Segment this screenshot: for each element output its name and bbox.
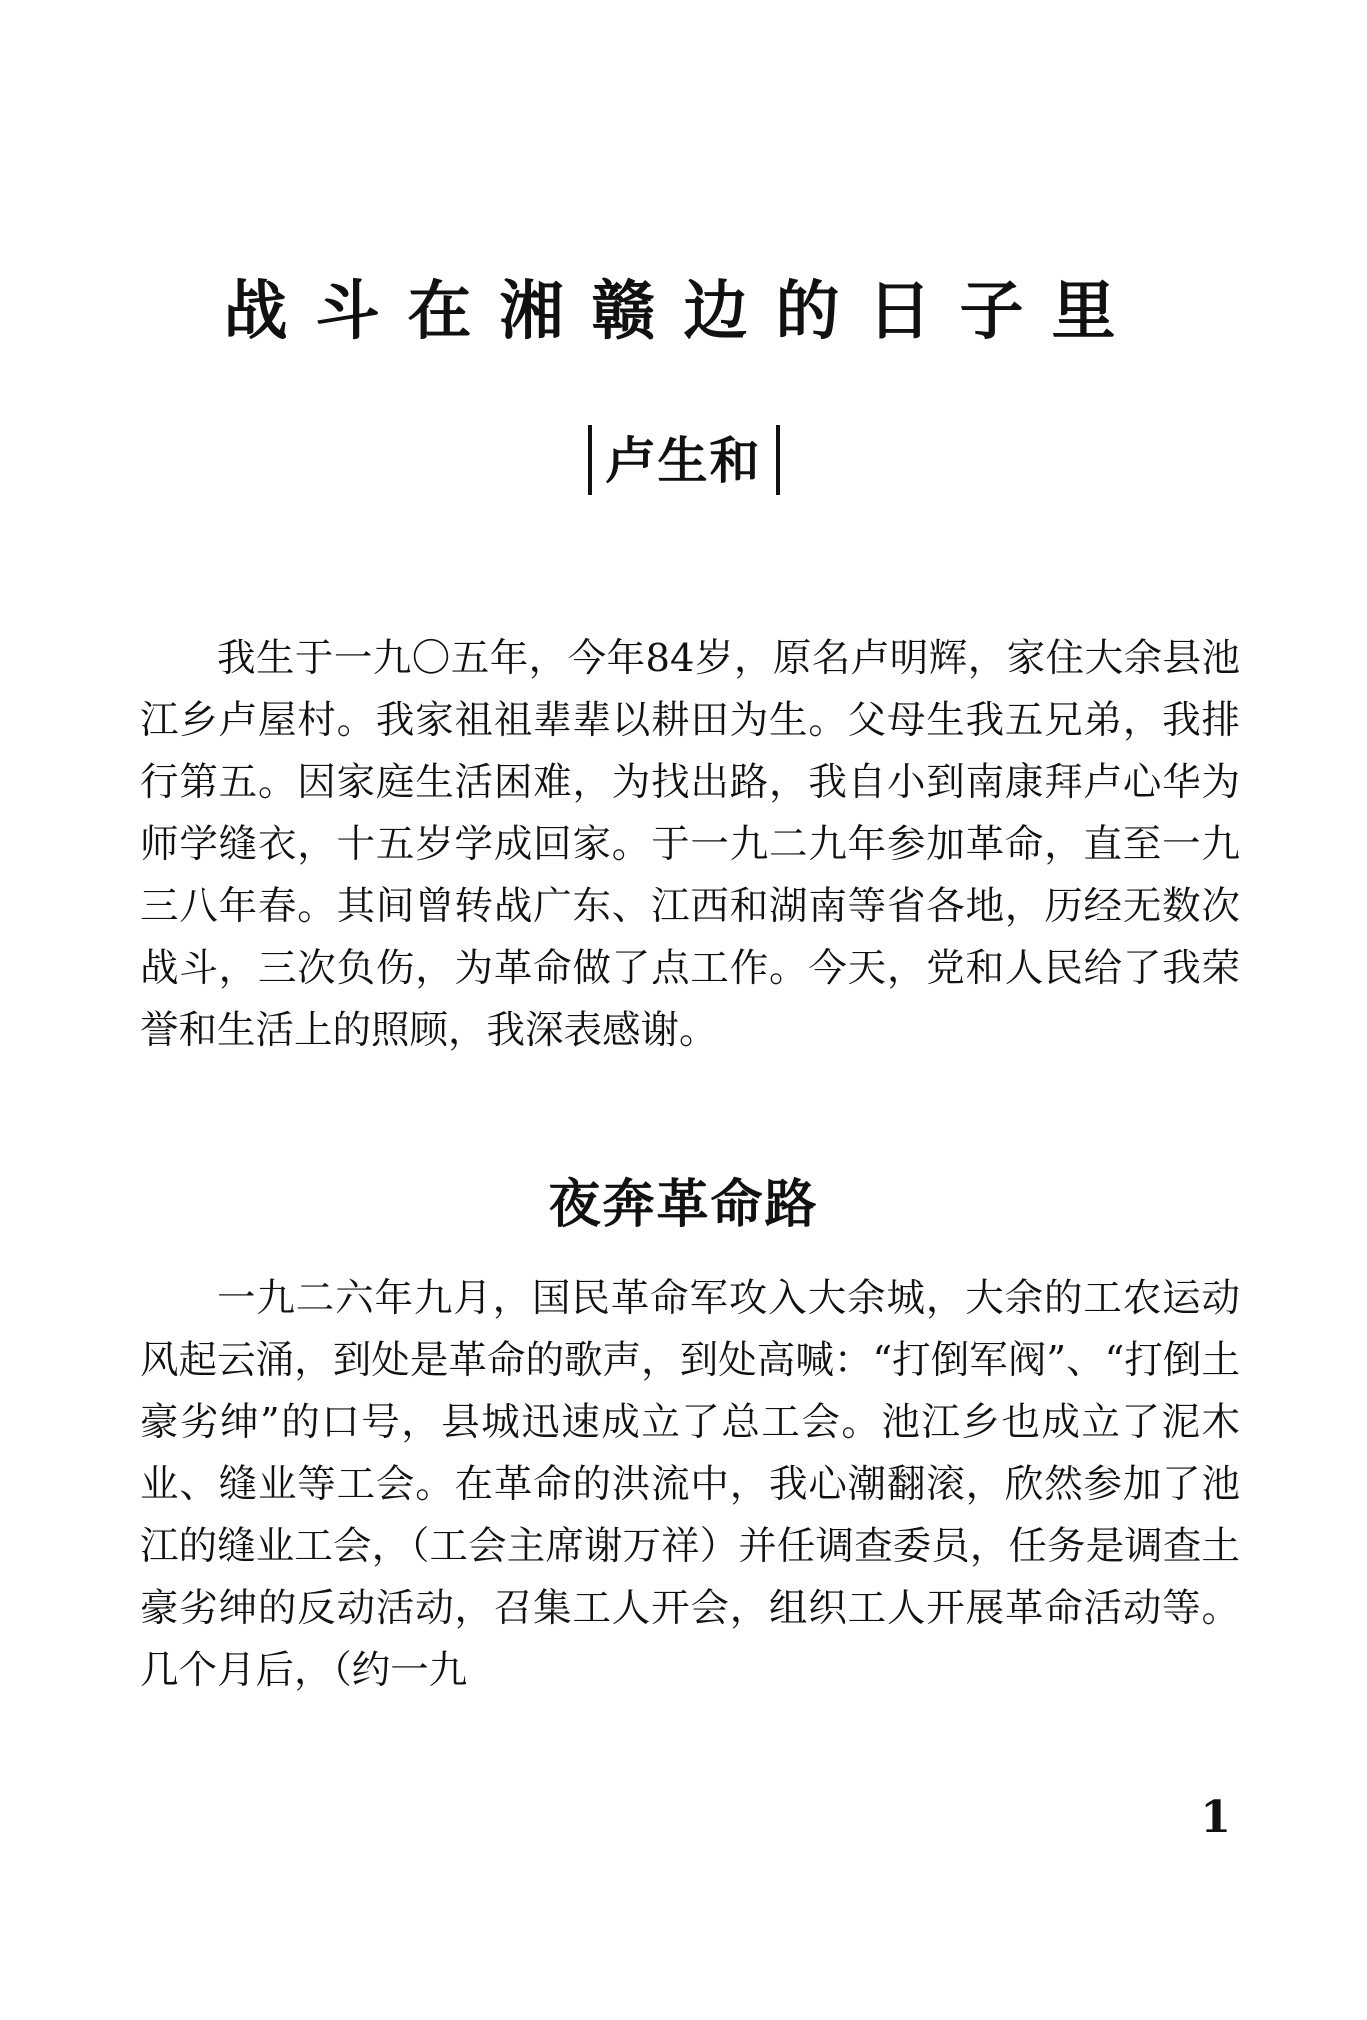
section-paragraph: 一九二六年九月，国民革命军攻入大余城，大余的工农运动风起云涌，到处是革命的歌声，到处高喊：“打倒军阀”、“打倒土豪劣绅”的口号，县城迅速成立了总工会。池江乡也成立了泥木业、缝业等工会。在革命的洪流中，我心潮翻滚，欣然参加了池江的缝业工会，（工会主席谢万祥）并任调查委员，任务是调查土豪劣绅的反动活动，召集工人开会，组织工人开展革命活动等。几个月后，（约一九: [140, 1276, 1240, 1693]
page-number: 1: [1200, 1792, 1231, 1843]
author-block: [0, 425, 1367, 495]
article-title: 战斗在湘赣边的日子里: [223, 275, 1144, 349]
intro-paragraph: 我生于一九〇五年，今年84岁，原名卢明辉，家住大余县池江乡卢屋村。我家祖祖辈辈以耕田为生。父母生我五兄弟，我排行第五。因家庭生活困难，为找出路，我自小到南康拜卢心华为师学缝衣，十五岁学成回家。于一九二九年参加革命，直至一九三八年春。其间曾转战广东、江西和湖南等省各地，历经无数次战斗，三次负伤，为革命做了点工作。今天，党和人民给了我荣誉和生活上的照顾，我深表感谢。: [140, 636, 1240, 1053]
author-name: 卢生和: [588, 425, 780, 495]
section-heading: 夜奔革命路: [548, 1175, 819, 1235]
